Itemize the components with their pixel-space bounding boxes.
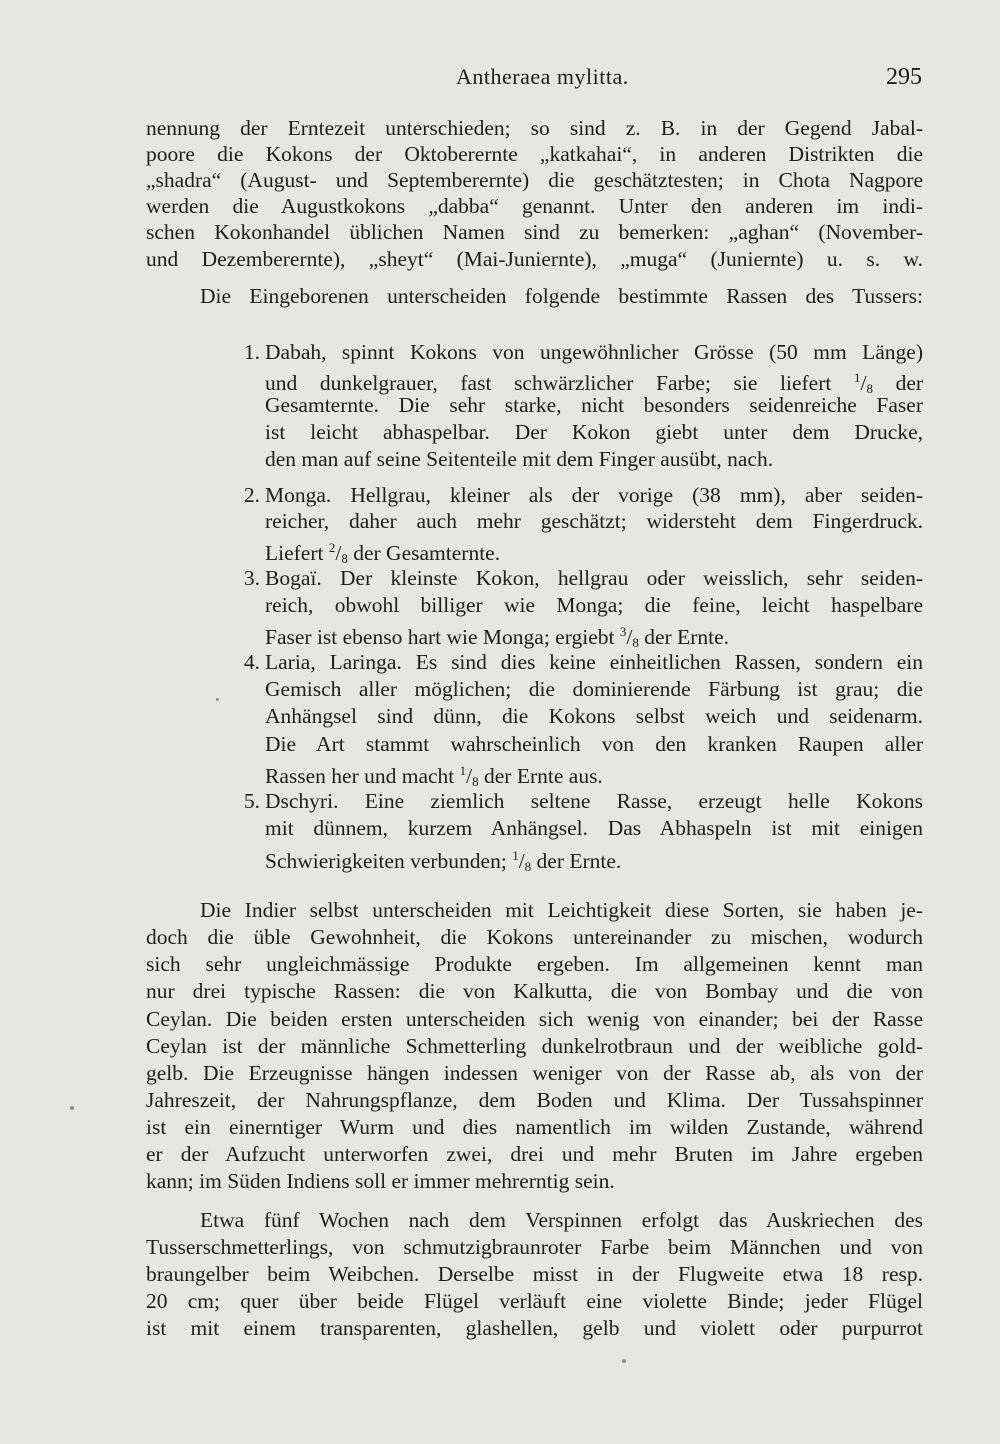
text-line: ist leicht abhaspelbar. Der Kokon giebt unter dem Drucke, [265, 420, 923, 444]
text-line: Dschyri. Eine ziemlich seltene Rasse, erzeugt helle Kokons [265, 789, 923, 813]
list-number: 2. [243, 483, 260, 507]
page-header [0, 64, 1000, 100]
text-line: Gemisch aller möglichen; die dominierende Färbung ist grau; die [265, 677, 923, 701]
text-line: Laria, Laringa. Es sind dies keine einheitlichen Rassen, sondern ein [265, 650, 923, 674]
fraction: $^1/_8$ [512, 848, 532, 874]
text-line: Die Art stammt wahrscheinlich von den kranken Raupen aller [265, 732, 923, 756]
running-title: Antheraea mylitta. [456, 64, 629, 89]
text-line: reich, obwohl billiger wie Monga; die feine, leicht haspelbare [265, 593, 923, 617]
fraction: $^2/_8$ [328, 540, 348, 566]
fraction: $^3/_8$ [619, 624, 639, 650]
text-line: Monga. Hellgrau, kleiner als der vorige (38 mm), aber seiden- [265, 483, 923, 507]
text-line: Faser ist ebenso hart wie Monga; ergiebt $^3/_8$ der Ernte. [265, 624, 729, 650]
fraction: $^1/_8$ [459, 763, 479, 789]
text-line: Bogaï. Der kleinste Kokon, hellgrau oder weisslich, sehr seiden- [265, 566, 923, 590]
text-line: nennung der Erntezeit unterschieden; so sind z. B. in der Gegend Jabal- [146, 116, 923, 140]
text-line: gelb. Die Erzeugnisse hängen indessen weniger von der Rasse ab, als von der [146, 1061, 923, 1085]
text-line: schen Kokonhandel üblichen Namen sind zu bemerken: „aghan“ (November- [146, 220, 923, 244]
text-line: Schwierigkeiten verbunden; $^1/_8$ der Ernte. [265, 848, 622, 874]
text-line: und Dezemberernte), „sheyt“ (Mai-Juniernte), „muga“ (Juniernte) u. s. w. [146, 247, 923, 271]
text-line: mit dünnem, kurzem Anhängsel. Das Abhaspeln ist mit einigen [265, 816, 923, 840]
text-line: Dabah, spinnt Kokons von ungewöhnlicher Grösse (50 mm Länge) [265, 340, 923, 364]
text-line: 20 cm; quer über beide Flügel verläuft eine violette Binde; jeder Flügel [146, 1289, 923, 1313]
text-line: und dunkelgrauer, fast schwärzlicher Farbe; sie liefert $^1/_8$ der [265, 370, 924, 396]
list-number: 4. [243, 650, 260, 674]
text-line: Die Eingeborenen unterscheiden folgende bestimmte Rassen des Tussers: [200, 284, 923, 308]
text-line: Liefert $^2/_8$ der Gesamternte. [265, 540, 501, 566]
scan-speck [622, 1359, 626, 1363]
text-line: reicher, daher auch mehr geschätzt; widersteht dem Fingerdruck. [265, 509, 923, 533]
text-line: Etwa fünf Wochen nach dem Verspinnen erfolgt das Auskriechen des [200, 1208, 923, 1232]
list-number: 1. [243, 340, 260, 364]
fraction: $^1/_8$ [853, 370, 873, 396]
text-line: sich sehr ungleichmässige Produkte ergeben. Im allgemeinen kennt man [146, 952, 923, 976]
text-line: er der Aufzucht unterworfen zwei, drei und mehr Bruten im Jahre ergeben [146, 1142, 923, 1166]
text-line: nur drei typische Rassen: die von Kalkutta, die von Bombay und die von [146, 979, 923, 1003]
page-number: 295 [886, 64, 922, 90]
text-line: Anhängsel sind dünn, die Kokons selbst weich und seidenarm. [265, 704, 923, 728]
text-line: ist mit einem transparenten, glashellen, gelb und violett oder purpurrot [146, 1316, 923, 1340]
text-line: Die Indier selbst unterscheiden mit Leichtigkeit diese Sorten, sie haben je- [200, 898, 923, 922]
text-line: braungelber beim Weibchen. Derselbe misst in der Flugweite etwa 18 resp. [146, 1262, 923, 1286]
text-line: den man auf seine Seitenteile mit dem Finger ausübt, nach. [265, 447, 774, 471]
scan-speck [70, 1106, 74, 1110]
text-line: „shadra“ (August- und Septemberernte) die geschätztesten; in Chota Nagpore [146, 168, 923, 192]
text-line: kann; im Süden Indiens soll er immer mehrerntig sein. [146, 1169, 615, 1193]
text-line: doch die üble Gewohnheit, die Kokons untereinander zu mischen, wodurch [146, 925, 923, 949]
text-line: Rassen her und macht $^1/_8$ der Ernte aus. [265, 763, 603, 789]
list-number: 3. [243, 566, 260, 590]
text-line: Ceylan. Die beiden ersten unterscheiden sich wenig von einander; bei der Rasse [146, 1007, 923, 1031]
text-line: ist ein einerntiger Wurm und dies namentlich im wilden Zustande, während [146, 1115, 923, 1139]
list-number: 5. [243, 789, 260, 813]
text-line: werden die Augustkokons „dabba“ genannt. Unter den anderen im indi- [146, 194, 923, 218]
text-line: poore die Kokons der Oktoberernte „katkahai“, in anderen Distrikten die [146, 142, 923, 166]
text-line: Gesamternte. Die sehr starke, nicht besonders seidenreiche Faser [265, 393, 923, 417]
text-line: Ceylan ist der männliche Schmetterling dunkelrotbraun und der weibliche gold- [146, 1034, 923, 1058]
text-line: Jahreszeit, der Nahrungspflanze, dem Boden und Klima. Der Tussahspinner [146, 1088, 923, 1112]
scan-speck [216, 698, 219, 701]
text-line: Tusserschmetterlings, von schmutzigbraunroter Farbe beim Männchen und von [146, 1235, 923, 1259]
